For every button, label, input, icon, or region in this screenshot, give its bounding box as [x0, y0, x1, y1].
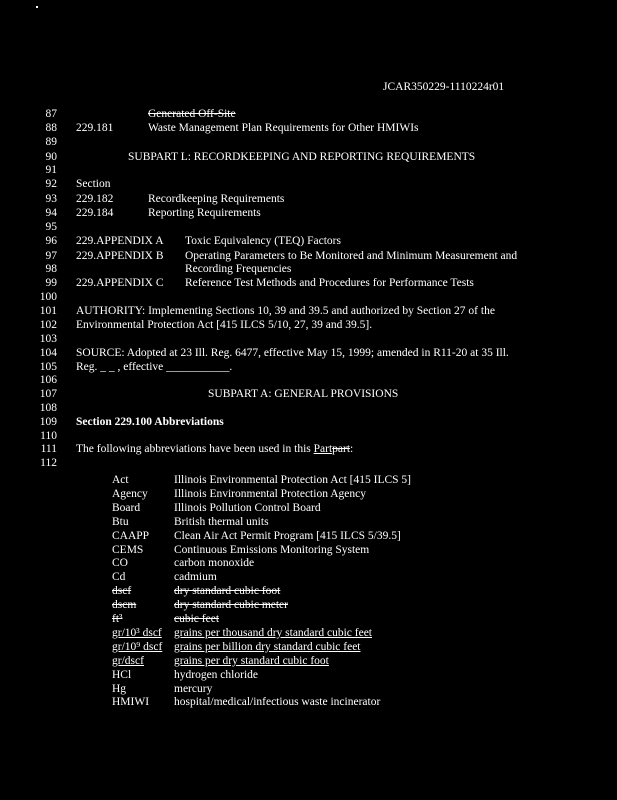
authority-note: AUTHORITY: Implementing Sections 10, 39 and 39.5 and authorized by Section 27 of the — [76, 305, 495, 317]
line-number: 112 — [40, 457, 57, 469]
toc-appendix-title: Toxic Equivalency (TEQ) Factors — [185, 235, 341, 247]
abbreviations-intro — [76, 443, 353, 456]
abbreviation-term: Act — [112, 474, 129, 486]
line-number: 93 — [45, 193, 57, 205]
abbreviation-term: gr/10⁹ dscf — [112, 640, 163, 653]
abbreviation-term: CEMS — [112, 543, 144, 556]
abbreviation-term: HCl — [112, 668, 132, 681]
line-number: 107 — [39, 388, 57, 400]
intro-text: The following abbreviations have been used in this — [76, 443, 314, 455]
toc-section-title: Reporting Requirements — [148, 207, 261, 219]
abbreviation-definition: British thermal units — [174, 515, 269, 528]
abbreviation-term: ft³ — [112, 613, 123, 625]
line-number: 101 — [39, 305, 57, 317]
toc-appendix-title-continued: Recording Frequencies — [185, 263, 292, 275]
line-number: 91 — [45, 164, 57, 176]
intro-colon: : — [350, 443, 354, 455]
line-number: 87 — [45, 108, 57, 120]
abbreviation-term: CO — [112, 557, 128, 570]
abbreviation-definition: carbon monoxide — [174, 557, 255, 570]
abbreviation-definition: cubic feet — [174, 613, 220, 625]
toc-appendix-number: 229.APPENDIX B — [76, 250, 164, 262]
abbreviation-definition: dry standard cubic meter — [174, 599, 288, 612]
toc-section-title: Recordkeeping Requirements — [148, 193, 285, 205]
section-heading: Section 229.100 Abbreviations — [76, 416, 224, 428]
abbreviation-definition: dry standard cubic foot — [174, 585, 281, 598]
toc-generated-off-site: Generated Off-Site — [148, 108, 236, 120]
line-number: 97 — [45, 250, 57, 262]
abbreviation-term: gr/10³ dscf — [112, 626, 162, 639]
line-number: 106 — [39, 374, 57, 386]
authority-note-continued: Environmental Protection Act [415 ILCS 5/10, 27, 39 and 39.5]. — [76, 319, 373, 331]
line-number: 95 — [45, 221, 57, 233]
abbreviation-definition: Illinois Environmental Protection Act [415 ILCS 5] — [174, 474, 411, 486]
line-number: 100 — [39, 291, 57, 303]
toc-section-number: 229.181 — [76, 122, 114, 134]
line-number: 110 — [40, 430, 57, 442]
abbreviation-definition: grains per billion dry standard cubic feet — [174, 640, 361, 653]
abbreviation-definition: cadmium — [174, 571, 217, 584]
toc-appendix-title: Reference Test Methods and Procedures for Performance Tests — [185, 277, 474, 289]
line-number: 109 — [39, 416, 57, 428]
abbreviation-term: HMIWI — [112, 696, 150, 709]
line-number: 111 — [40, 443, 57, 455]
abbreviation-definition: Clean Air Act Permit Program [415 ILCS 5/39.5] — [174, 529, 401, 542]
abbreviation-definition: grains per dry standard cubic foot — [174, 654, 329, 667]
line-number: 99 — [45, 277, 57, 289]
toc-appendix-title: Operating Parameters to Be Monitored and Minimum Measurement and — [185, 250, 518, 262]
line-number: 88 — [45, 122, 57, 134]
line-number: 98 — [45, 263, 57, 275]
line-number: 108 — [39, 402, 57, 414]
toc-section-title: Waste Management Plan Requirements for Other HMIWIs — [148, 122, 419, 134]
abbreviation-term: dscf — [112, 585, 132, 598]
abbreviation-definition: Illinois Pollution Control Board — [174, 501, 321, 514]
line-number: 90 — [45, 151, 57, 163]
abbreviation-definition: mercury — [174, 682, 213, 695]
toc-section-number: 229.184 — [76, 207, 114, 219]
subpart-a-heading: SUBPART A: GENERAL PROVISIONS — [208, 388, 399, 400]
line-number: 94 — [45, 207, 57, 219]
line-number: 102 — [39, 319, 57, 331]
inserted-text: Part — [313, 443, 333, 455]
abbreviation-definition: grains per thousand dry standard cubic feet — [174, 626, 372, 639]
line-number: 96 — [45, 235, 57, 247]
source-note-continued: Reg. _ _ , effective ___________. — [76, 361, 233, 373]
abbreviation-term: CAAPP — [112, 529, 150, 542]
abbreviation-definition: hospital/medical/infectious waste incinerator — [174, 696, 381, 709]
toc-section-label: Section — [76, 178, 111, 190]
line-number: 92 — [45, 178, 57, 190]
abbreviation-term: gr/dscf — [112, 654, 144, 667]
abbreviation-definition: Continuous Emissions Monitoring System — [174, 543, 370, 556]
deleted-text: part — [332, 443, 351, 455]
scan-speck — [36, 6, 38, 8]
abbreviation-term: Hg — [112, 682, 127, 695]
abbreviation-term: Board — [112, 501, 141, 514]
abbreviation-term: Btu — [112, 515, 129, 528]
abbreviation-term: Cd — [112, 571, 126, 584]
abbreviation-definition: Illinois Environmental Protection Agency — [174, 487, 366, 500]
document-id: JCAR350229-1110224r01 — [383, 81, 505, 93]
source-note: SOURCE: Adopted at 23 Ill. Reg. 6477, effective May 15, 1999; amended in R11-20 at 35 Ill. — [76, 347, 509, 359]
subpart-l-heading: SUBPART L: RECORDKEEPING AND REPORTING REQUIREMENTS — [128, 151, 476, 163]
toc-appendix-number: 229.APPENDIX C — [76, 277, 164, 289]
abbreviation-term: Agency — [112, 487, 148, 500]
line-number: 105 — [39, 361, 57, 373]
line-number: 89 — [45, 136, 57, 148]
toc-appendix-number: 229.APPENDIX A — [76, 235, 164, 247]
line-number: 104 — [39, 347, 57, 359]
toc-section-number: 229.182 — [76, 193, 114, 205]
line-number: 103 — [39, 333, 57, 345]
abbreviation-term: dscm — [112, 599, 137, 612]
abbreviation-definition: hydrogen chloride — [174, 668, 258, 681]
